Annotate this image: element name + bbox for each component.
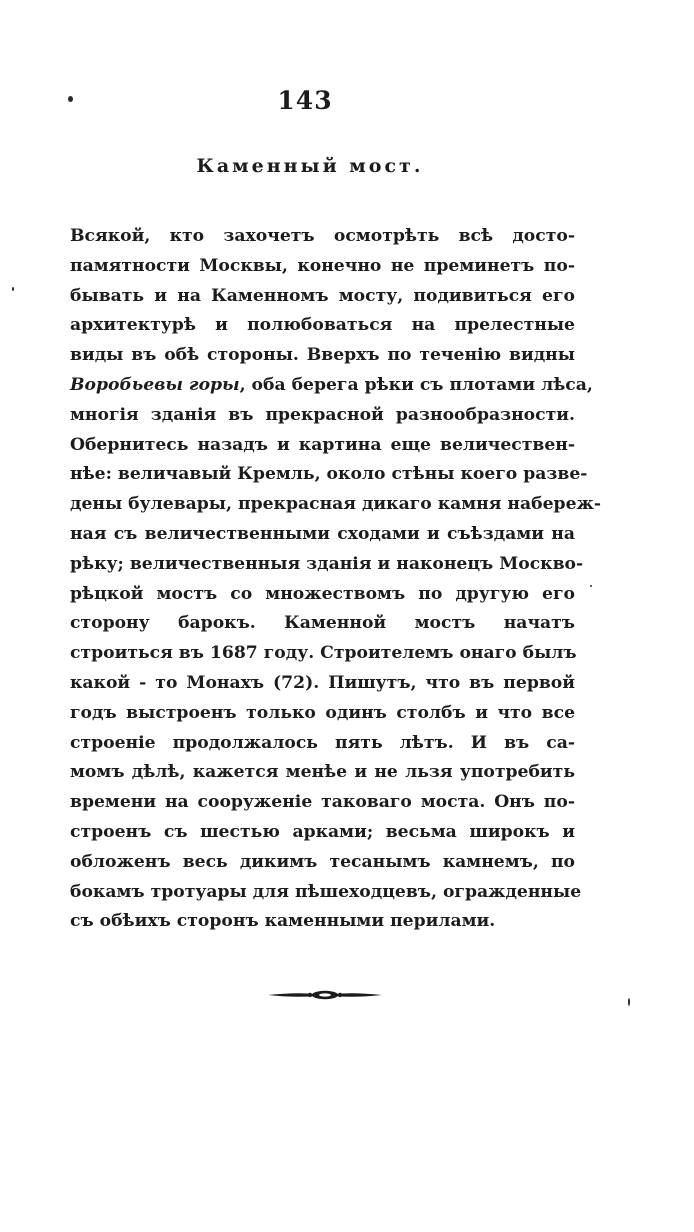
text-line: строенъ съ шестью арками; весьма широкъ и bbox=[70, 821, 575, 842]
line-rest: , оба берега рѣки съ плотами лѣса, bbox=[239, 374, 593, 395]
text-line: момъ дѣлѣ, кажется менѣе и не льзя употребить bbox=[70, 762, 575, 783]
ink-speck bbox=[590, 585, 592, 587]
body-text bbox=[70, 222, 601, 937]
text-line: нѣе: величавый Кремль, около стѣны коего разве- bbox=[70, 464, 588, 485]
text-line: памятности Москвы, конечно не преминетъ по- bbox=[70, 255, 575, 276]
text-line: рѣцкой мостъ со множествомъ по другую его bbox=[70, 583, 575, 604]
page-number: 143 bbox=[277, 86, 333, 115]
text-line: Всякой, кто захочетъ осмотрѣть всѣ досто- bbox=[70, 226, 575, 246]
text-line: обложенъ весь дикимъ тесанымъ камнемъ, по bbox=[70, 851, 575, 872]
text-line: бокамъ тротуары для пѣшеходцевъ, огражденные bbox=[70, 881, 582, 902]
text-line: сторону барокъ. Каменной мостъ начатъ bbox=[70, 613, 575, 634]
text-line: бывать и на Каменномъ мосту, подивиться его bbox=[70, 285, 575, 306]
text-line: времени на сооруженіе таковаго моста. Онъ по- bbox=[70, 792, 575, 813]
chapter-title: Каменный мост. bbox=[196, 155, 424, 177]
text-line: виды въ обѣ стороны. Вверхъ по теченію видны bbox=[70, 345, 575, 366]
text-line: какой - то Монахъ (72). Пишутъ, что въ первой bbox=[70, 672, 575, 693]
text-line: строеніе продолжалось пять лѣтъ. И въ са- bbox=[70, 732, 575, 753]
text-line: дены булевары, прекрасная дикаго камня набереж- bbox=[70, 494, 601, 515]
ornamental-divider bbox=[266, 985, 384, 1005]
text-line: многія зданія въ прекрасной разнообразности. bbox=[70, 404, 575, 425]
text-line: строиться въ 1687 году. Строителемъ онаго былъ bbox=[70, 643, 577, 664]
ink-speck bbox=[12, 287, 14, 291]
text-line: архитектурѣ и полюбоваться на прелестные bbox=[70, 315, 575, 336]
text-line: годъ выстроенъ только одинъ столбъ и что все bbox=[70, 702, 575, 723]
text-line bbox=[70, 371, 593, 401]
text-line: ная съ величественными сходами и съѣздами на bbox=[70, 523, 575, 544]
text-line: Обернитесь назадъ и картина еще величествен- bbox=[70, 434, 575, 455]
text-line: рѣку; величественныя зданія и наконецъ Москво- bbox=[70, 553, 584, 574]
italic-phrase: Воробьевы горы bbox=[70, 374, 240, 395]
text-line: съ обѣихъ сторонъ каменными перилами. bbox=[70, 911, 496, 932]
ink-speck bbox=[628, 998, 630, 1006]
